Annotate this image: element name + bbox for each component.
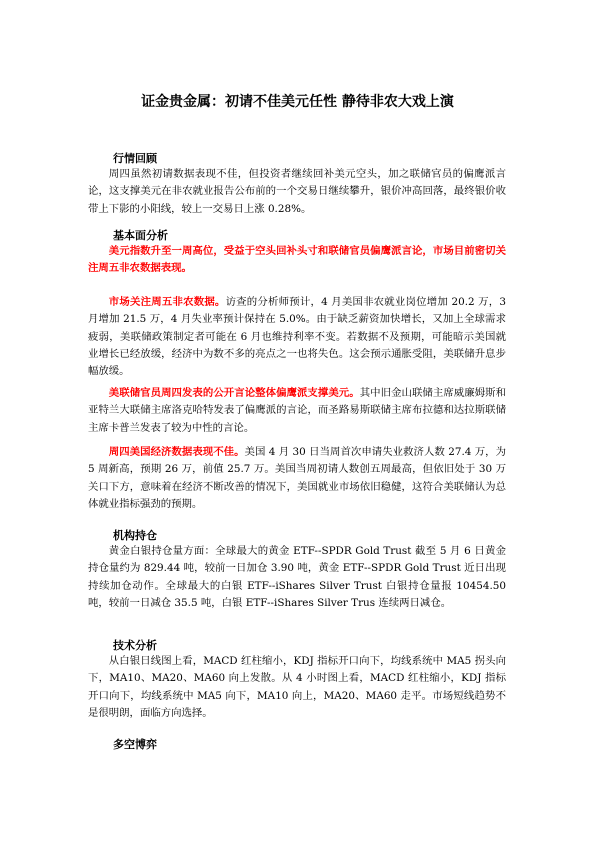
heading-bull-bear: 多空博弈 [113,738,157,751]
document-title: 证金贵金属：初请不佳美元任性 静待非农大戏上演 [141,94,454,110]
fundamental-paragraph-3 [88,385,506,437]
fundamental-p2-highlight: 市场关注周五非农数据。 [108,296,226,308]
fundamental-paragraph-1: 美元指数升至一周高位，受益于空头回补头寸和联储官员偏鹰派言论，市场目前密切关注周五非农数据表现。 [88,245,506,275]
fundamental-p3-text: 其中旧金山联储主席威廉姆斯和亚特兰大联储主席洛克哈特发表了偏鹰派的言论，而圣路易斯联储主席布拉德和达拉斯联储主席卡普兰发表了较为中性的言论。 [88,387,506,434]
fundamental-paragraph-2 [88,294,506,380]
fundamental-paragraph-4 [88,444,506,513]
technical-paragraph: 从白银日线图上看，MACD 红柱缩小，KDJ 指标开口向下，均线系统中 MA5 拐头向下，MA10、MA20、MA60 向上发散。从 4 小时图上看，MACD 红柱缩小，KDJ 指标开口向下，均线系统中 MA5 向下，MA10 向上，MA20、MA60 走平。市场短线趋势不是很明朗，面临方向选择。 [88,655,506,719]
heading-technical: 技术分析 [113,639,157,652]
fundamental-p2-text: 访查的分析师预计，4 月美国非农就业岗位增加 20.2 万，3 月增加 21.5 万，4 月失业率预计保持在 5.0%。由于缺乏薪资加快增长，又加上全球需求疲弱，美联储政策制定者可能在 6 月也维持利率不变。若数据不及预期，可能暗示美国就业增长已经放缓，经济中为数不多的亮点之一也将失色。这会预示通胀受阻，美联储升息步幅放缓。 [88,296,507,378]
fundamental-p4-highlight: 周四美国经济数据表现不佳。 [108,446,245,458]
market-review-paragraph: 周四虽然初请数据表现不佳，但投资者继续回补美元空头，加之联储官员的偏鹰派言论，这支撑美元在非农就业报告公布前的一个交易日继续攀升，银价冲高回落，最终银价收带上下影的小阳线，较上一交易日上涨 0.28%。 [88,168,506,215]
fundamental-p3-highlight: 美联储官员周四发表的公开言论整体偏鹰派支撑美元。 [108,387,360,399]
heading-fundamental: 基本面分析 [113,229,168,242]
heading-market-review: 行情回顾 [113,152,157,165]
heading-institutional: 机构持仓 [113,529,157,542]
institutional-paragraph: 黄金白银持仓量方面：全球最大的黄金 ETF--SPDR Gold Trust 截至 5 月 6 日黄金持仓量约为 829.44 吨，较前一日加仓 3.90 吨，黄金 ETF--SPDR Gold Trust 近日出现持续加仓动作。全球最大的白银 ETF--iShares Silver Trust 白银持仓量报 10454.50 吨，较前一日减仓 35.5 吨，白银 ETF--iShares Silver Trus 连续两日减仓。 [88,545,506,609]
fundamental-p4-text: 美国 4 月 30 日当周首次申请失业救济人数 27.4 万，为 5 周新高，预期 26 万，前值 25.7 万。美国当周初请人数创五周最高，但依旧处于 30 万关口下方，意味着在经济不断改善的情况下，美国就业市场依旧稳健，这符合美联储认为总体就业指标强劲的预期。 [88,446,506,510]
